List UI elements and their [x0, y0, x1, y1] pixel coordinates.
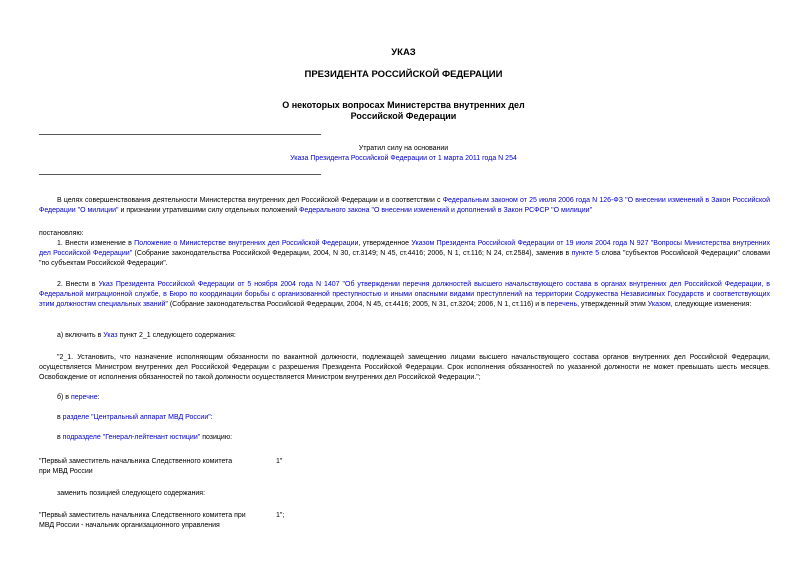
- decree-word: постановляю:: [39, 230, 84, 237]
- doc-subject-title: [0, 100, 807, 122]
- position-old-line-1: "Первый заместитель начальника Следственного комитета: [39, 458, 233, 465]
- position-new-line-2: МВД России - начальник организационного управления: [39, 522, 220, 529]
- clause-5-link[interactable]: пункте 5: [571, 250, 600, 257]
- p2-text-3: , утвержденный этим: [577, 301, 648, 308]
- clause-2-1-paragraph: "2_1. Установить, что назначение исполняющим обязанности по вакантной должности, подлежащей замещению лицами высшего начальствующего состава органов внутренних дел Российской Федерации, осуществляется Министром внутренних дел Российской Федерации с разрешения Президента Российской Федерации. Срок исполнения обязанностей по указанной должности не может превышать шесть месяцев. Освобождение от исполнения обязанностей по такой должности осуществляется Министром внутренних дел Российской Федерации.";: [39, 354, 770, 381]
- p2-text-4: , следующие изменения:: [670, 301, 752, 308]
- decree-link[interactable]: Указом: [647, 301, 671, 308]
- repeal-decree-link[interactable]: Указа Президента Российской Федерации от 1 марта 2011 года N 254: [290, 155, 517, 162]
- subject-line-1: О некоторых вопросах Министерства внутренних дел: [282, 100, 525, 110]
- replace-instruction: заменить позицией следующего содержания:: [57, 490, 206, 497]
- federal-law-amendments-link[interactable]: Федерального закона "О внесении изменений и дополнений в Закон РСФСР "О милиции": [299, 207, 593, 214]
- position-row-old: [39, 457, 269, 477]
- item-b-list-link[interactable]: перечне: [70, 394, 98, 401]
- preamble-text-2: и признании утратившими силу отдельных положений: [118, 207, 300, 214]
- central-apparatus-section-link[interactable]: разделе "Центральный аппарат МВД России": [62, 414, 211, 421]
- section-line-text-2: :: [210, 414, 213, 421]
- section-line: [39, 413, 770, 423]
- position-new-line-1: "Первый заместитель начальника Следственного комитета при: [39, 512, 246, 519]
- status-note-text: Утратил силу на основании: [358, 145, 449, 152]
- p1-text-3: (Собрание законодательства Российской Федерации, 2004, N 30, ст.3149; N 45, ст.4416; 2006, N 1, ст.116; N 24, ст.2584), заменив в: [132, 250, 572, 257]
- item-a-text-1: а) включить в: [57, 332, 104, 339]
- decree-927-link[interactable]: Указом Президента Российской Федерации от 19 июля 2004 года N 927 "Вопросы Министерства внутренних дел Российской Федерации": [39, 240, 770, 257]
- item-b: [39, 393, 770, 403]
- subsection-line: [39, 433, 770, 443]
- position-row-new: [39, 511, 269, 531]
- preamble-text-1: В целях совершенствования деятельности Министерства внутренних дел Российской Федерации и в соответствии с: [57, 197, 443, 204]
- issuer-title: ПРЕЗИДЕНТА РОССИЙСКОЙ ФЕДЕРАЦИИ: [304, 69, 503, 80]
- lieutenant-general-subsection-link[interactable]: подразделе "Генерал-лейтенант юстиции": [62, 434, 201, 441]
- position-old-number: 1": [276, 458, 283, 465]
- subject-line-2: Российской Федерации: [350, 111, 457, 121]
- list-link[interactable]: перечень: [546, 301, 578, 308]
- doc-type-title: УКАЗ: [391, 47, 416, 58]
- p1-text-4: слова "субъектов Российской Федерации" словами "по субъектам Российской Федерации".: [39, 250, 771, 267]
- separator-line-top: [39, 134, 321, 135]
- status-note: [0, 144, 807, 164]
- paragraph-1: [39, 239, 770, 269]
- subsection-line-text-2: позицию:: [200, 434, 233, 441]
- federal-law-126-link[interactable]: Федеральным законом от 25 июля 2006 года N 126-ФЗ "О внесении изменений в Закон Российской Федерации "О милиции": [39, 197, 770, 214]
- p2-text-1: 2. Внести в: [57, 281, 99, 288]
- section-line-text-1: в: [57, 414, 63, 421]
- separator-line-bottom: [39, 174, 321, 175]
- item-b-text-2: :: [97, 394, 100, 401]
- preamble-paragraph: [39, 196, 770, 216]
- position-old-line-2: при МВД России: [39, 468, 93, 475]
- p2-text-2: (Собрание законодательства Российской Федерации, 2004, N 45, ст.4416; 2005, N 31, ст.3204; 2006, N 1, ст.116) и в: [167, 301, 547, 308]
- paragraph-2: [39, 280, 770, 310]
- item-a-decree-link[interactable]: Указ: [103, 332, 118, 339]
- subsection-line-text-1: в: [57, 434, 63, 441]
- item-a: [39, 331, 770, 341]
- position-new-number: 1";: [276, 512, 285, 519]
- mvd-regulation-link[interactable]: Положение о Министерстве внутренних дел Российской Федерации: [134, 240, 359, 247]
- p1-text-2: , утвержденное: [358, 240, 412, 247]
- decree-1407-link[interactable]: Указ Президента Российской Федерации от 5 ноября 2004 года N 1407 "Об утверждении перечня должностей высшего начальствующего состава в органах внутренних дел Российской Федерации, в Федеральной миграционной службе, в Бюро по координации борьбы с организованной преступностью и иными опасными видами преступлений на территории Содружества Независимых Государств и соответствующих этим должностям специальных званий": [39, 281, 770, 308]
- item-a-text-2: пункт 2_1 следующего содержания:: [117, 332, 236, 339]
- p1-text-1: 1. Внести изменение в: [57, 240, 135, 247]
- item-b-text-1: б) в: [57, 394, 71, 401]
